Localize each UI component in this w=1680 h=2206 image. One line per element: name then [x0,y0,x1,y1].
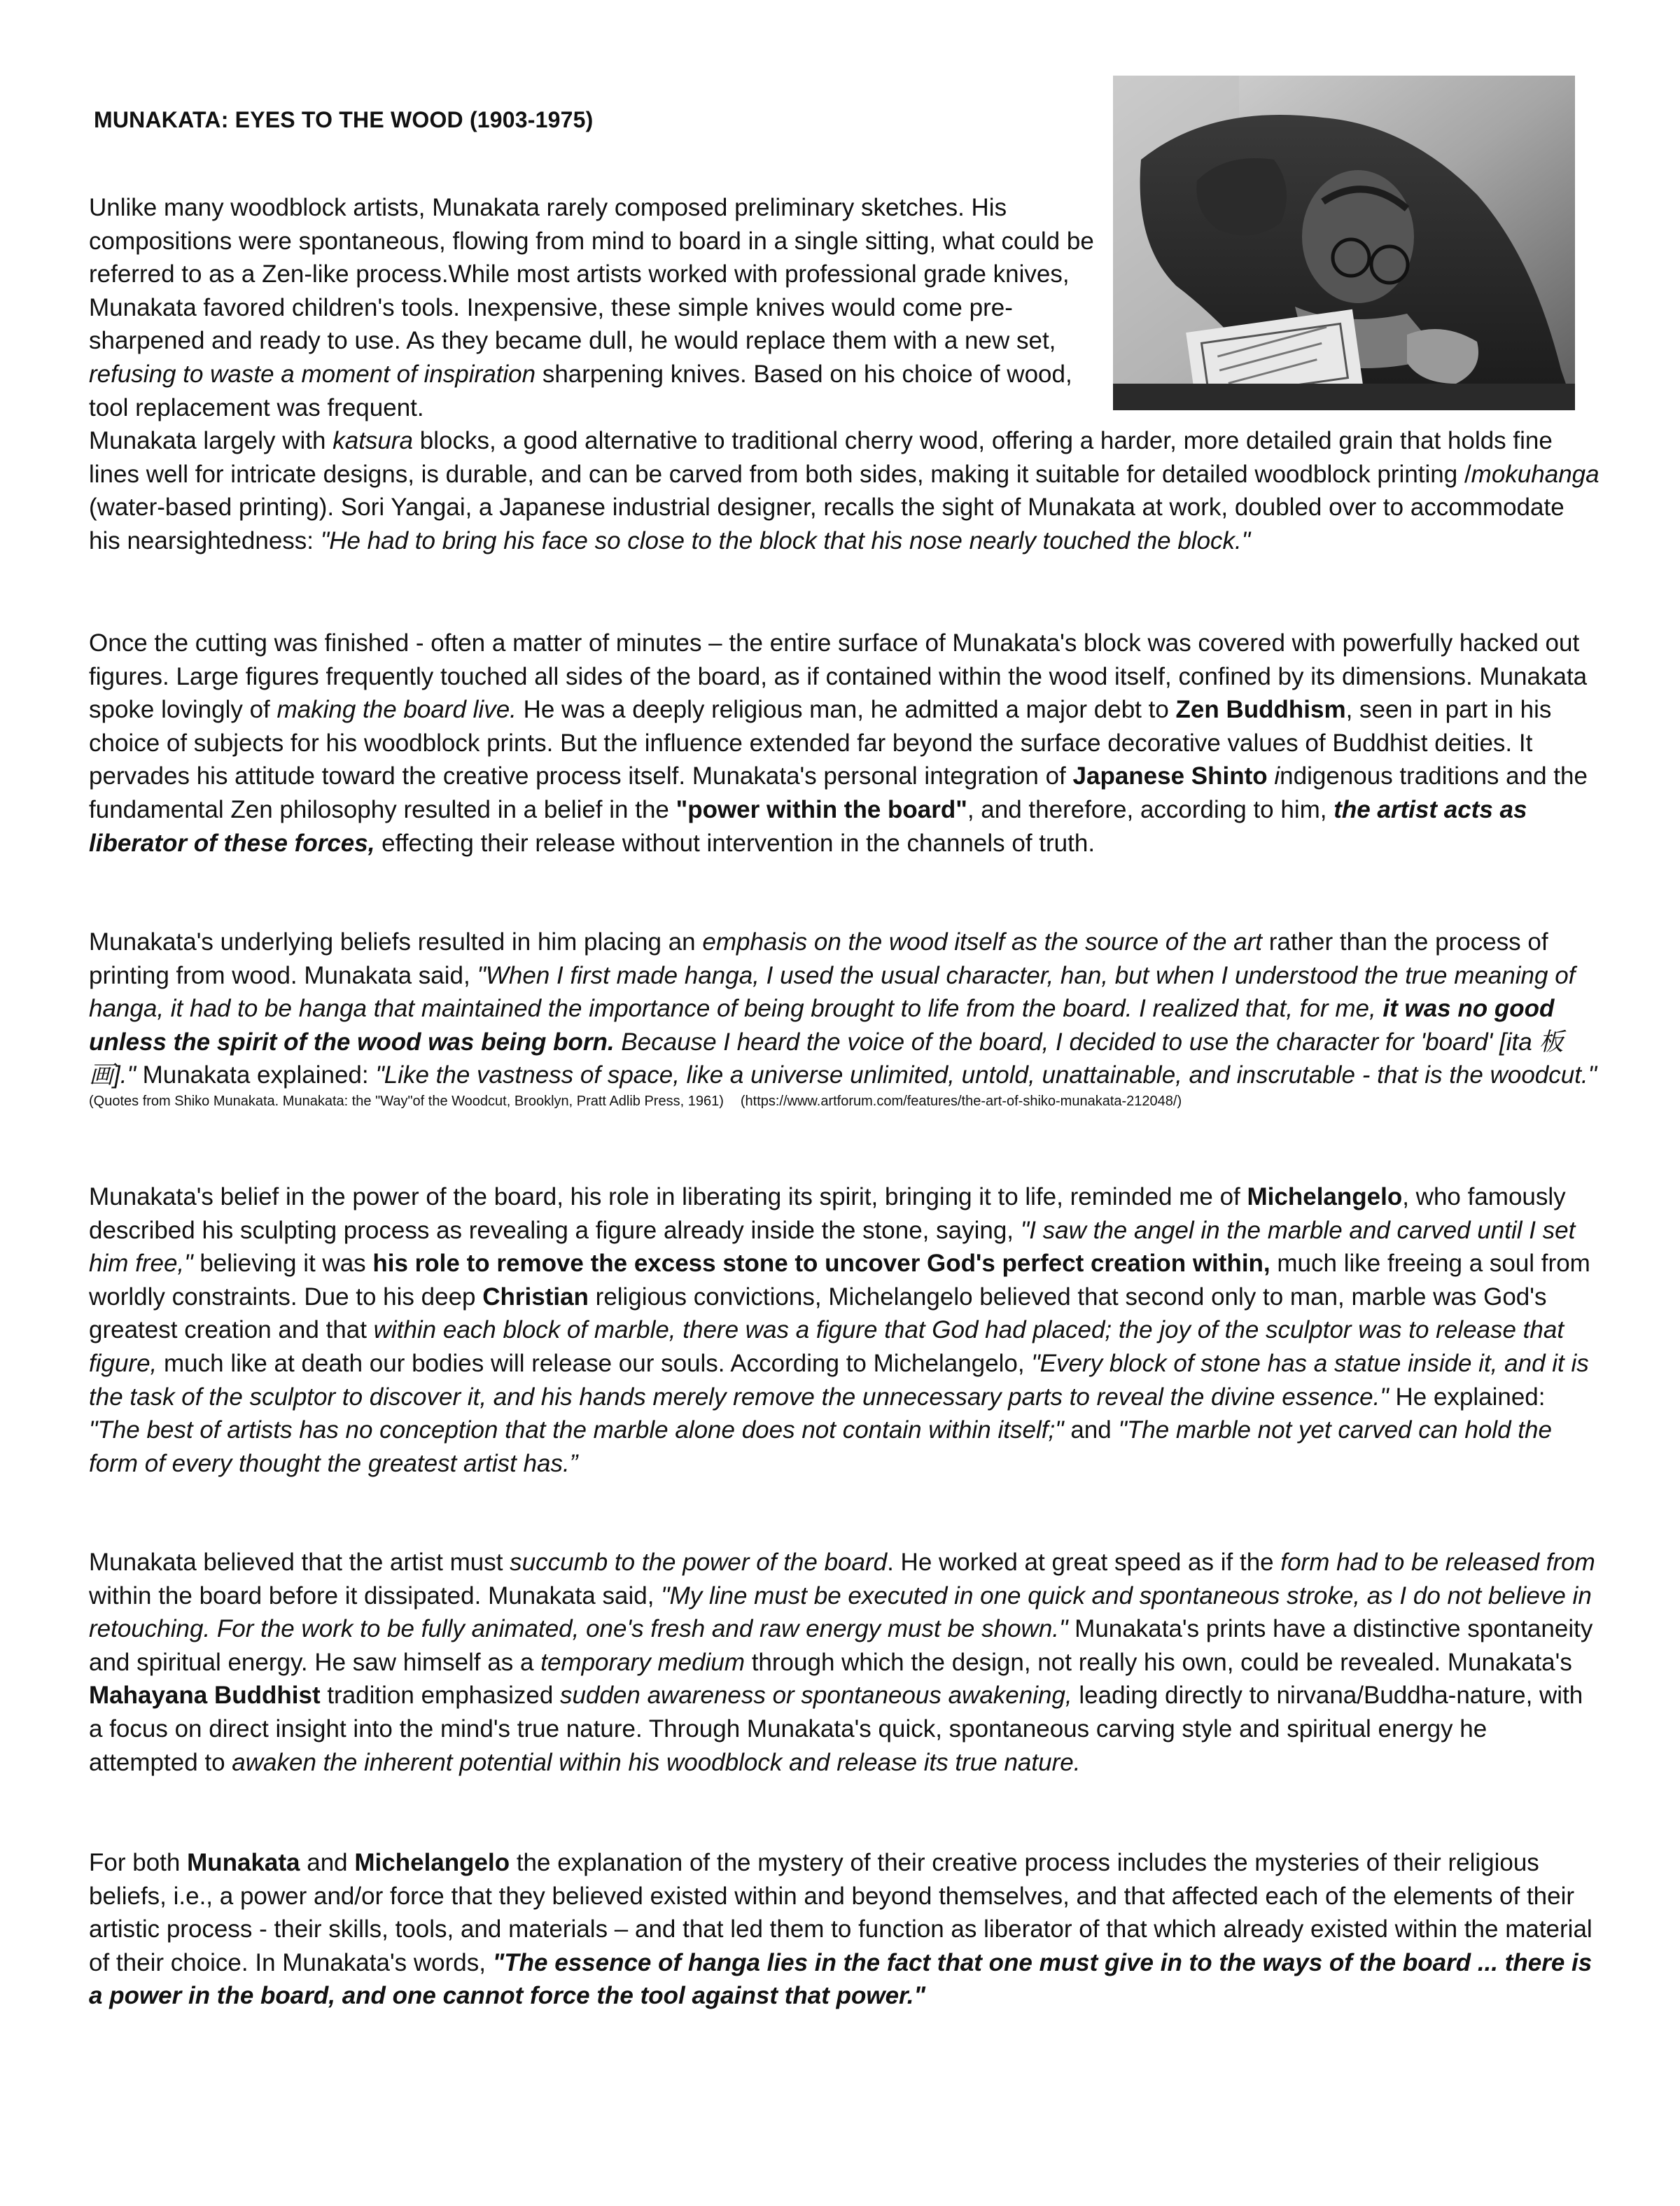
bold-run: his role to remove the excess stone to uncover God's perfect creation within, [372,1250,1270,1278]
paragraph-6 [89,1846,1601,2013]
page-title: MUNAKATA: EYES TO THE WOOD (1903-1975) [94,107,594,132]
text-run: Munakata believed that the artist must [89,1549,510,1576]
text-run: much like at death our bodies will release our souls. According to Michelangelo, [157,1349,1032,1377]
text-run: Munakata's belief in the power of the board, his role in liberating its spirit, bringing it to life, reminded me of [89,1183,1247,1210]
text-run: blocks, a good alternative to traditional cherry wood, offering a harder, more detailed grain that holds fine lines well for intricate designs, is durable, and can be carved from both sides, making it suitable for detailed woodblock printing / [89,427,1553,488]
italic-run: "My line must be executed in one quick and spontaneous stroke, as I do not believe in retouching. For the work to be fully animated, one's fresh and raw energy must be shown." [89,1582,1592,1643]
italic-run: mokuhanga [1471,460,1600,488]
text-run: sharpening knives. Based on his choice of wood, tool replacement was frequent. [89,360,1072,421]
paragraph-4-body [89,1180,1601,1480]
italic-run: emphasis on the wood itself as the source of the art [702,928,1262,956]
paragraph-1 [89,191,1601,558]
text-run: within the board before it dissipated. Munakata said, [89,1582,662,1610]
bold-run: Munakata [187,1849,300,1876]
text-run: Unlike many woodblock artists, Munakata rarely composed preliminary sketches. His compositions were spontaneous, flowing from mind to board in a single sitting, what could be referred to as a Zen-like process.While most artists worked with professional grade knives, Munakata favored children's tools. Inexpensive, these simple knives would come pre-sharpened and ready to use. As they became dull, he would replace them with a new set, [89,194,1094,355]
text-run: (water-based printing). Sori Yangai, a Japanese industrial designer, recalls the sight of Munakata at work, doubled over to accommodate his nearsightedness: [89,494,1564,554]
text-run: tradition emphasized [320,1682,561,1710]
bold-run: Michelangelo [1247,1183,1403,1210]
paragraph-1-lead [89,191,1097,424]
text-run: the explanation of the mystery of their creative process includes the mysteries of their religious beliefs, i.e., a power and/or force that they believed existed within and beyond themselves, and that affected each of the elements of their artistic process - their skills, tools, and materials – and that led them to function as liberator of that which already existed within the material of their choice. In Munakata's words, [89,1849,1592,1976]
italic-run: "When I first made hanga, I used the usual character, han, but when I understood the true meaning of hanga, it had to be hanga that maintained the importance of being brought to life from the board. I realized that, for me, [89,961,1576,1023]
citation-url: (https://www.artforum.com/features/the-art-of-shiko-munakata-212048/) [740,1093,1182,1109]
text-run: Munakata's underlying beliefs resulted in him placing an [89,928,703,956]
paragraph-3-body [89,926,1601,1092]
text-run: leading directly to nirvana/Buddha-nature, with a focus on direct insight into the mind's true nature. Through Munakata's quick, spontaneous carving style and spiritual energy he attempted to [89,1682,1583,1776]
text-run: Once the cutting was finished - often a matter of minutes – the entire surface of Munakata's block was covered with powerfully hacked out figures. Large figures frequently touched all sides of the board, as if contained within the wood itself, confined by its dimensions. Munakata spoke lovingly of [89,629,1588,724]
text-run: and [1063,1416,1119,1444]
text-run: He was a deeply religious man, he admitted a major debt to [516,696,1176,724]
citation-line [89,1092,1601,1110]
paragraph-5 [89,1546,1601,1779]
paragraph-5-body [89,1546,1601,1779]
paragraph-4 [89,1180,1601,1480]
italic-run: awaken the inherent potential within his woodblock and release its true nature. [232,1748,1081,1776]
paragraph-2 [89,627,1601,860]
italic-run: "The best of artists has no conception that the marble alone does not contain within itself;" [89,1416,1064,1444]
paragraph-2-body [89,627,1601,860]
paragraph-6-body [89,1846,1601,2013]
italic-run: katsura [332,427,414,455]
italic-run: form had to be released from [1280,1549,1595,1576]
text-run: , and therefore, according to him, [967,795,1334,823]
text-run: He explained: [1388,1383,1546,1411]
text-run: and [300,1849,355,1876]
italic-run: temporary medium [540,1648,745,1676]
text-run: , seen in part in his choice of subjects for his woodblock prints. But the influence extended far beyond the surface decorative values of Buddhist deities. It pervades his attitude toward the creative process itself. Munakata's personal integration of [89,696,1552,790]
bold-italic-run: the artist acts as liberator of these forces, [89,795,1527,857]
bold-run: Zen Buddhism [1175,696,1346,724]
text-run: , who famously described his sculpting process as revealing a figure already inside the stone, saying, [89,1183,1566,1244]
text-run: believing it was [192,1250,373,1278]
text-run: rather than the process of printing from wood. Munakata said, [89,928,1548,989]
text-run: Munakata largely with [89,427,333,455]
italic-run: i [1267,762,1280,790]
text-run: . He worked at great speed as if the [887,1549,1281,1576]
italic-run: "I saw the angel in the marble and carved until I set him free," [89,1216,1576,1278]
italic-run: "Like the vastness of space, like a universe unlimited, untold, unattainable, and inscrutable - that is the woodcut." [375,1061,1597,1089]
text-run: Munakata's prints have a distinctive spontaneity and spiritual energy. He saw himself as a [89,1615,1593,1676]
text-run: much like freeing a soul from worldly constraints. Due to his deep [89,1250,1590,1311]
bold-run: Michelangelo [354,1849,510,1876]
italic-run: "Every block of stone has a statue inside it, and it is the task of the sculptor to discover it, and his hands merely remove the unnecessary parts to reveal the divine essence." [89,1349,1589,1411]
bold-run: Japanese Shinto [1072,762,1268,790]
italic-run: sudden awareness or spontaneous awakening, [560,1682,1072,1710]
italic-run: Because I heard the voice of the board, I decided to use the character for 'board' [ita 板画]." [89,1028,1564,1089]
paragraph-3 [89,926,1601,1110]
bold-run: Christian [482,1283,589,1311]
text-run: religious convictions, Michelangelo believed that second only to man, marble was God's greatest creation and that [89,1283,1547,1344]
italic-run: within each block of marble, there was a figure that God had placed; the joy of the sculptor was to release that figure, [89,1316,1564,1377]
italic-run: "He had to bring his face so close to the block that his nose nearly touched the block." [320,526,1251,554]
text-run: ndigenous traditions and the fundamental Zen philosophy resulted in a belief in the [89,762,1588,823]
bold-italic-run: "The essence of hanga lies in the fact that one must give in to the ways of the board ... there is a power in the board, and one cannot force the tool against that power." [89,1948,1592,2010]
italic-run: succumb to the power of the board [510,1549,888,1576]
italic-run: making the board live. [276,696,517,724]
text-run: For both [89,1849,188,1876]
italic-run: refusing to waste a moment of inspiration [89,360,536,388]
italic-run: "The marble not yet carved can hold the form of every thought the greatest artist has.” [89,1416,1552,1477]
bold-italic-run: it was no good unless the spirit of the wood was being born. [89,995,1555,1056]
bold-run: "power within the board" [676,795,967,823]
text-run: through which the design, not really his own, could be revealed. Munakata's [744,1648,1572,1676]
paragraph-1-body [89,424,1601,557]
bold-run: Mahayana Buddhist [89,1682,321,1710]
text-run: effecting their release without intervention in the channels of truth. [374,829,1096,857]
text-run: Munakata explained: [135,1061,376,1089]
citation-source: (Quotes from Shiko Munakata. Munakata: the "Way"of the Woodcut, Brooklyn, Pratt Adlib Press, 1961) [89,1093,724,1109]
